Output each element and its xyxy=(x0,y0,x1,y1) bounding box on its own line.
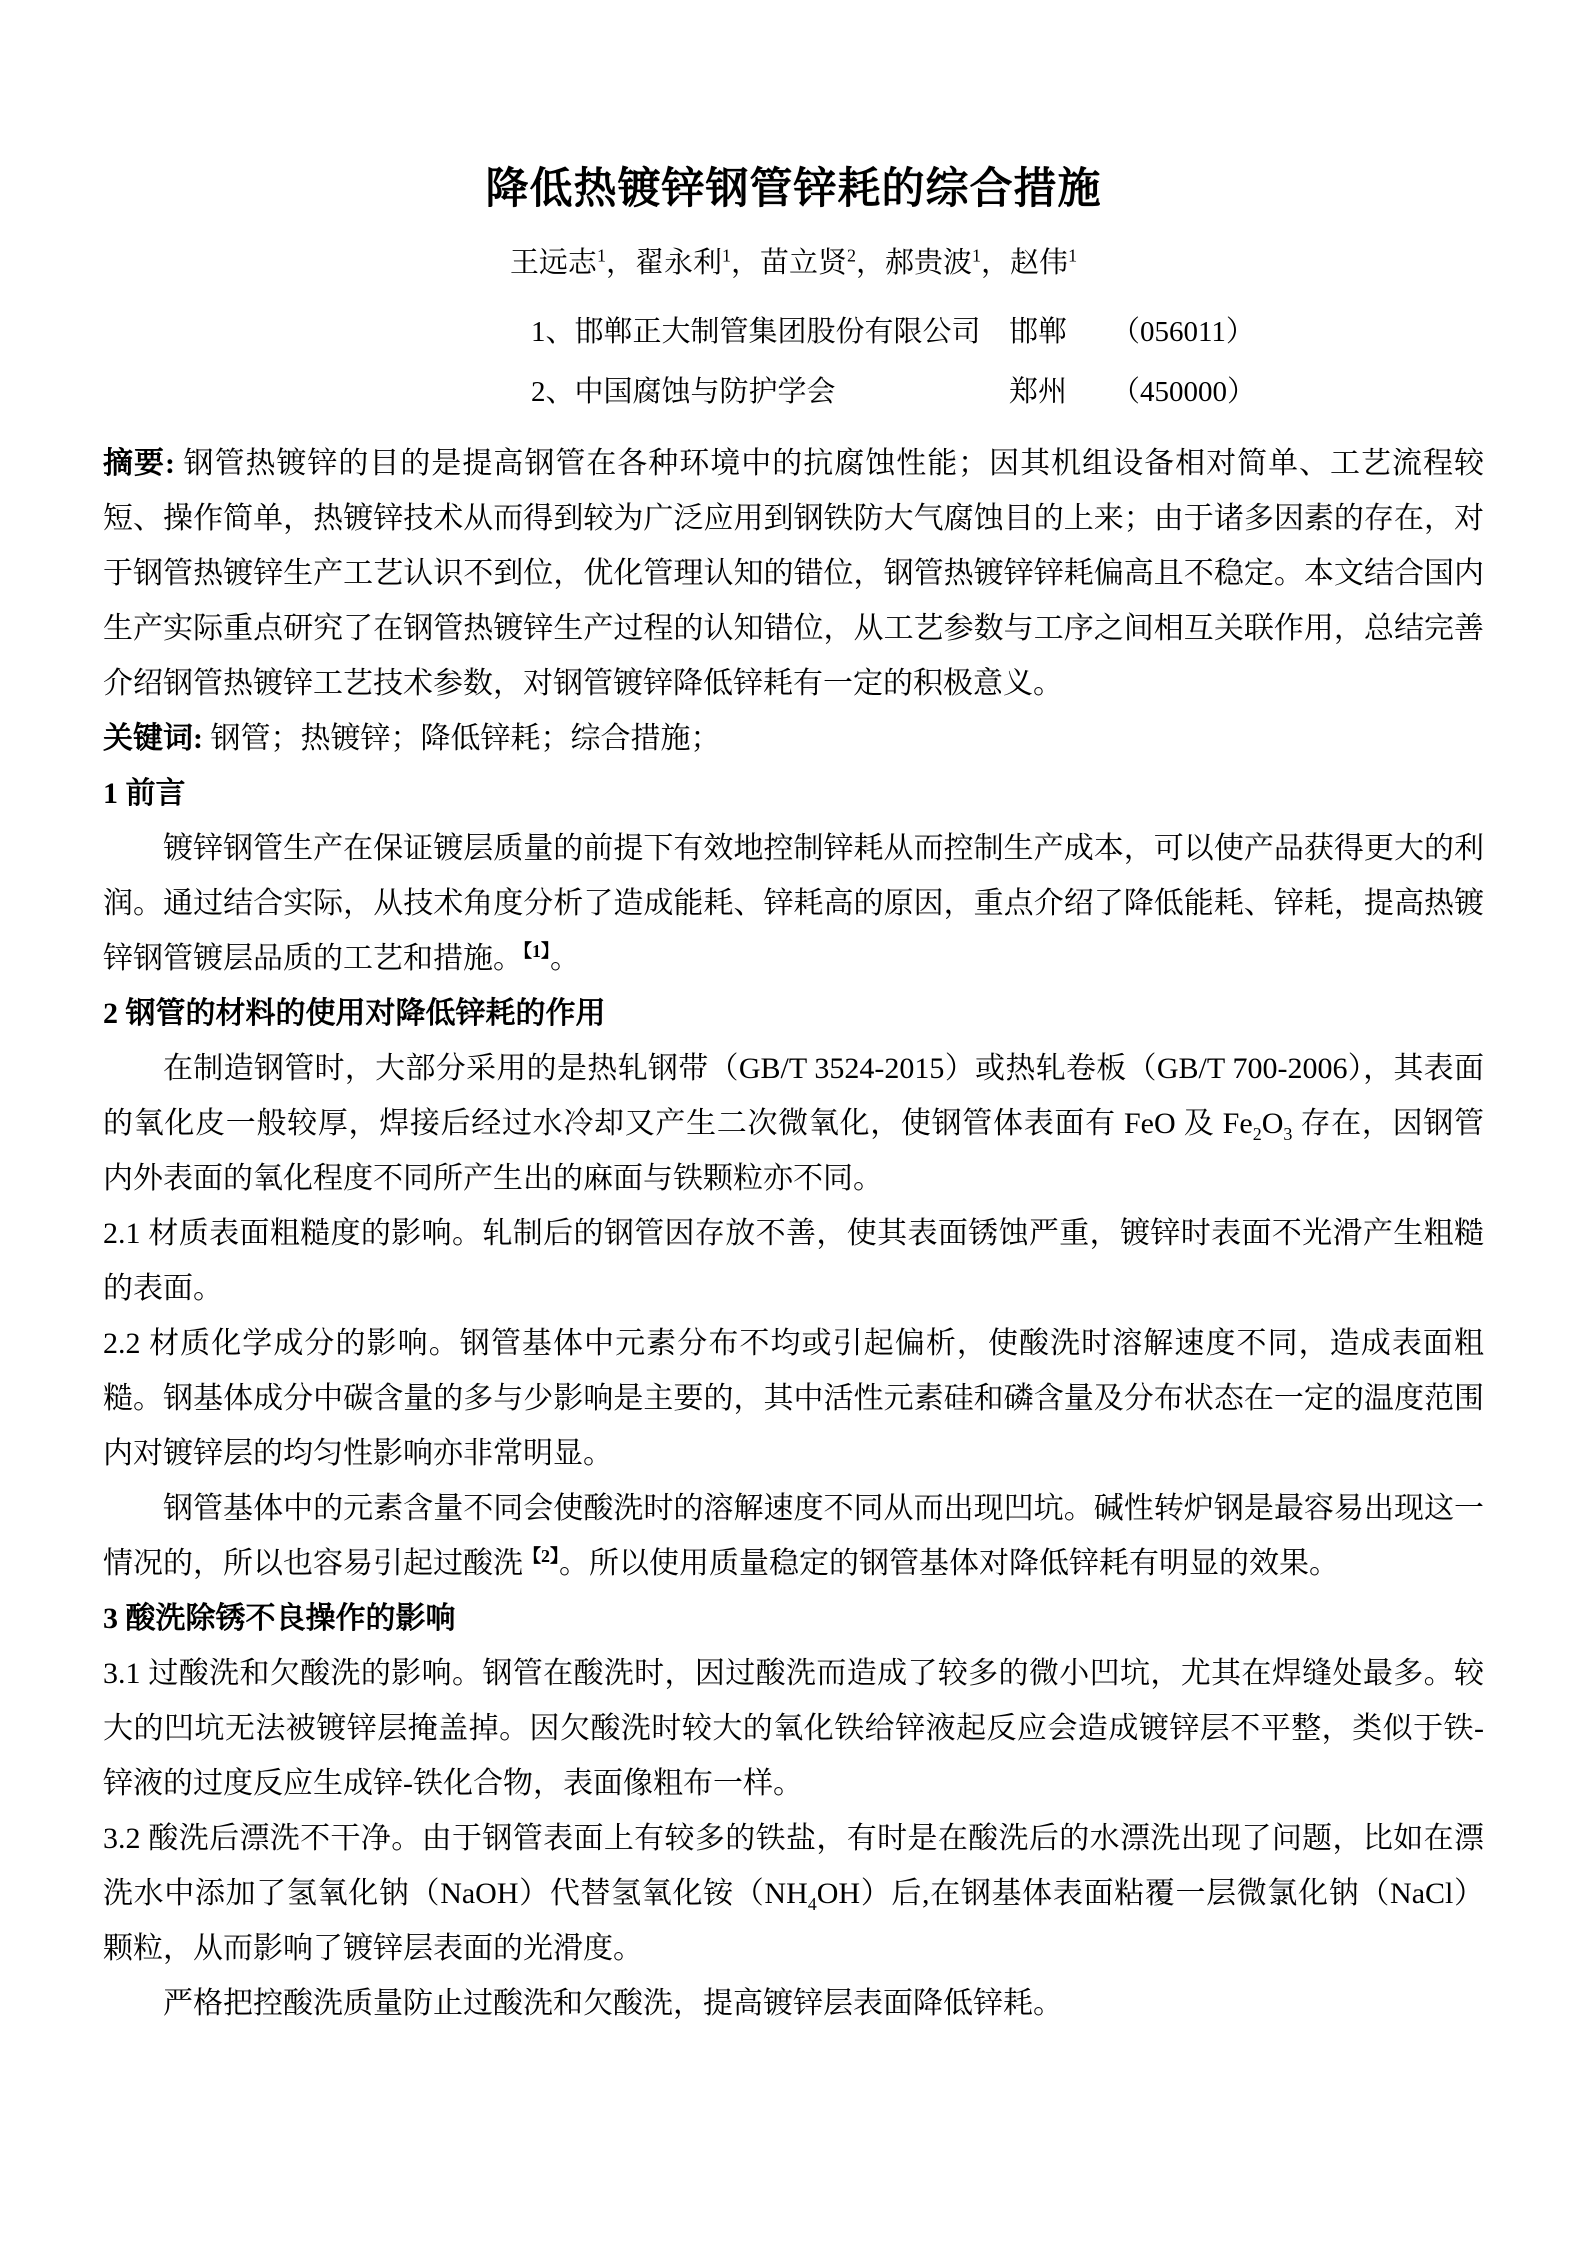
affiliation-org-name: 邯郸正大制管集团股份有限公司 xyxy=(574,316,981,349)
intro-paragraph-text: 镀锌钢管生产在保证镀层质量的前提下有效地控制锌耗从而控制生产成本，可以使产品获得更大的利润。通过结合实际，从技术角度分析了造成能耗、锌耗高的原因，重点介绍了降低能耗、锌耗，提高热镀锌钢管镀层品质的工艺和措施。 xyxy=(103,832,1484,976)
keywords-label: 关键词: xyxy=(103,722,203,756)
author-affiliation-superscript: 2 xyxy=(847,245,856,266)
materials-paragraph-oxygen: O xyxy=(1261,1107,1284,1141)
keywords-paragraph xyxy=(103,711,1484,766)
author xyxy=(510,247,635,279)
author-affiliation-superscript: 1 xyxy=(721,245,731,266)
section-2-heading: 2 钢管的材料的使用对降低锌耗的作用 xyxy=(103,997,606,1031)
affiliation-org-name: 中国腐蚀与防护学会 xyxy=(574,376,836,409)
section-1-heading: 1 前言 xyxy=(103,777,186,811)
author-affiliation-superscript: 1 xyxy=(972,245,982,266)
affiliation-org xyxy=(531,362,1009,422)
affiliation-postcode: （056011） xyxy=(1111,316,1255,349)
affiliations-block xyxy=(103,302,1484,422)
affiliation-city: 郑州 xyxy=(1009,376,1068,409)
pickling-pits-tail: 。所以使用质量稳定的钢管基体对降低锌耗有明显的效果。 xyxy=(559,1547,1339,1581)
authors-line xyxy=(103,242,1484,284)
subsection-3-2-text: 3.2 酸洗后漂洗不干净。由于钢管表面上有较多的铁盐，有时是在酸洗后的水漂洗出现了问题，比如在漂洗水中添加了氢氧化钠（NaOH）代替氢氧化铵（NH xyxy=(103,1822,1484,1911)
subsection-3-1-paragraph: 3.1 过酸洗和欠酸洗的影响。钢管在酸洗时，因过酸洗而造成了较多的微小凹坑，尤其在焊缝处最多。较大的凹坑无法被镀锌层掩盖掉。因欠酸洗时较大的氧化铁给锌液起反应会造成镀锌层不平整，类似于铁-锌液的过度反应生成锌-铁化合物，表面像粗布一样。 xyxy=(103,1657,1484,1801)
closing-paragraph: 严格把控酸洗质量防止过酸洗和欠酸洗，提高镀锌层表面降低锌耗。 xyxy=(163,1987,1063,2021)
author-name: 王远志 xyxy=(509,247,597,280)
affiliation-org xyxy=(531,302,1009,362)
author xyxy=(635,247,760,279)
affiliation-row-1 xyxy=(531,302,1484,362)
intro-paragraph xyxy=(103,821,1484,986)
abstract-text: 钢管热镀锌的目的是提高钢管在各种环境中的抗腐蚀性能；因其机组设备相对简单、工艺流程较短、操作简单，热镀锌技术从而得到较为广泛应用到钢铁防大气腐蚀目的上来；由于诸多因素的存在，对于钢管热镀锌生产工艺认识不到位，优化管理认知的错位，钢管热镀锌锌耗偏高且不稳定。本文结合国内生产实际重点研究了在钢管热镀锌生产过程的认知错位，从工艺参数与工序之间相互关联作用，总结完善介绍钢管热镀锌工艺技术参数，对钢管镀锌降低锌耗有一定的积极意义。 xyxy=(103,447,1485,701)
author-affiliation-superscript: 1 xyxy=(596,245,606,266)
section-3-heading: 3 酸洗除锈不良操作的影响 xyxy=(103,1602,456,1636)
author xyxy=(885,247,1010,279)
subsection-2-1-paragraph: 2.1 材质表面粗糙度的影响。轧制后的钢管因存放不善，使其表面锈蚀严重，镀锌时表面不光滑产生粗糙的表面。 xyxy=(103,1217,1484,1306)
pickling-pits-text: 钢管基体中的元素含量不同会使酸洗时的溶解速度不同从而出现凹坑。碱性转炉钢是最容易出现这一情况的，所以也容易引起过酸洗 xyxy=(103,1492,1484,1581)
affiliation-index: 2、 xyxy=(531,376,575,409)
affiliation-row-2 xyxy=(531,362,1484,422)
author xyxy=(1010,247,1077,279)
subsection-3-2-paragraph xyxy=(103,1811,1484,1976)
author-separator: ， xyxy=(605,247,635,280)
author-name: 赵伟 xyxy=(1010,247,1069,280)
affiliation-index: 1、 xyxy=(531,316,575,349)
author-affiliation-superscript: 1 xyxy=(1068,245,1078,266)
author-separator: ， xyxy=(981,247,1011,280)
nh4oh-subscript-4: 4 xyxy=(807,1894,817,1915)
intro-paragraph-tail: 。 xyxy=(550,942,580,976)
paper-title: 降低热镀锌钢管锌耗的综合措施 xyxy=(485,166,1102,213)
author-name: 苗立贤 xyxy=(759,247,847,280)
materials-paragraph-text: 在制造钢管时，大部分采用的是热轧钢带（GB/T 3524-2015）或热轧卷板（GB/T 700-2006），其表面的氧化皮一般较厚，焊接后经过水冷却又产生二次微氧化，使钢管体表面有 FeO 及 Fe xyxy=(103,1052,1484,1141)
author xyxy=(760,247,885,279)
abstract-label: 摘要: xyxy=(103,447,175,481)
paper-body xyxy=(103,436,1484,2031)
author-separator: ， xyxy=(730,247,760,280)
fe2o3-subscript-2: 2 xyxy=(1252,1124,1262,1145)
author-separator: ， xyxy=(856,247,886,280)
author-name: 翟永利 xyxy=(634,247,722,280)
reference-2-superscript: 【2】 xyxy=(523,1546,559,1567)
keywords-text: 钢管；热镀锌；降低锌耗；综合措施； xyxy=(210,722,721,756)
reference-1-superscript: 【1】 xyxy=(523,941,550,962)
affiliation-postcode: （450000） xyxy=(1111,376,1257,409)
affiliation-city: 邯郸 xyxy=(1009,316,1068,349)
pickling-pits-paragraph xyxy=(103,1481,1484,1591)
materials-paragraph xyxy=(103,1041,1484,1206)
fe2o3-subscript-3: 3 xyxy=(1283,1124,1293,1145)
subsection-2-2-paragraph: 2.2 材质化学成分的影响。钢管基体中元素分布不均或引起偏析，使酸洗时溶解速度不同，造成表面粗糙。钢基体成分中碳含量的多与少影响是主要的，其中活性元素硅和磷含量及分布状态在一定的温度范围内对镀锌层的均匀性影响亦非常明显。 xyxy=(103,1327,1484,1471)
abstract-paragraph xyxy=(103,436,1484,711)
author-name: 郝贵波 xyxy=(885,247,973,280)
subsection-3-2-tail: OH）后,在钢基体表面粘覆一层微氯化钠（NaCl）颗粒，从而影响了镀锌层表面的光滑度。 xyxy=(103,1877,1485,1966)
materials-paragraph-tail: 存在，因钢管内外表面的氧化程度不同所产生出的麻面与铁颗粒亦不同。 xyxy=(103,1107,1484,1196)
